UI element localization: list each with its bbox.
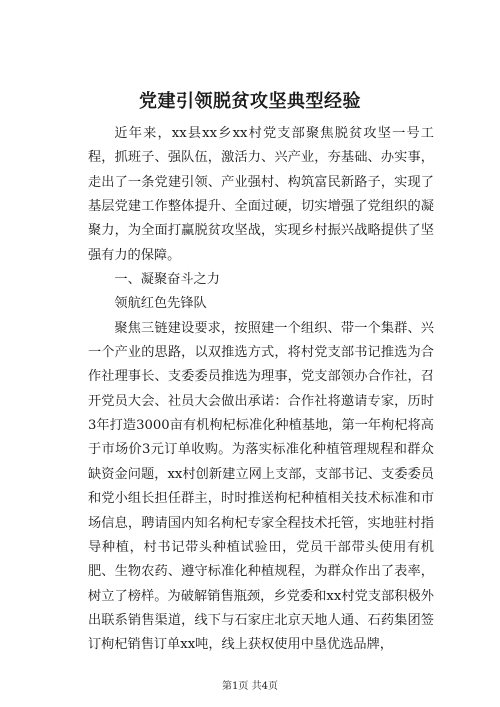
section-subheading: 领航红色先锋队 xyxy=(114,296,207,312)
section-heading: 一、凝聚奋斗之力 xyxy=(114,272,220,288)
page-number-footer: 第1页 共4页 xyxy=(222,681,278,692)
document-title: 党建引领脱贫攻坚典型经验 xyxy=(139,91,361,112)
section-body-paragraph: 聚焦三链建设要求，按照建一个组织、带一个集群、兴一个产业的思路，以双推选方式，将村党支部书记推选为合作社理事长、支委委员推选为理事，党支部领办合作社，召开党员大会、社员大会做出承诺：合作社将邀请专家，历时3年打造3000亩有机枸杞标准化种植基地，第一年枸杞将高于市场价3元订单收购。为落实标准化种植管理规程和群众缺资金问题，xx村创新建立网上支部，支部书记、支委委员和党小组长担任群主，时时推送枸杞种植相关技术标准和市场信息，聘请国内知名枸杞专家全程技术托管，实地驻村指导种植，村书记带头种植试验田，党员干部带头使用有机肥、生物农药、遵守标准化种植规程，为群众作出了表率，树立了榜样。为破解销售瓶颈，乡党委和xx村党支部积极外出联系销售渠道，线下与石家庄北京天地人通、石药集团签订枸杞销售订单xx吨，线上获权使用中垦优选品牌， xyxy=(88,320,434,653)
intro-paragraph: 近年来，xx县xx乡xx村党支部聚焦脱贫攻坚一号工程，抓班子、强队伍，激活力、兴产业，夯基础、办实事，走出了一条党建引领、产业强村、构筑富民新路子，实现了基层党建工作整体提升、全面过硬，切实增强了党组织的凝聚力，为全面打赢脱贫攻坚战，实现乡村振兴战略提供了坚强有力的保障。 xyxy=(88,126,434,263)
document-body xyxy=(88,122,434,658)
